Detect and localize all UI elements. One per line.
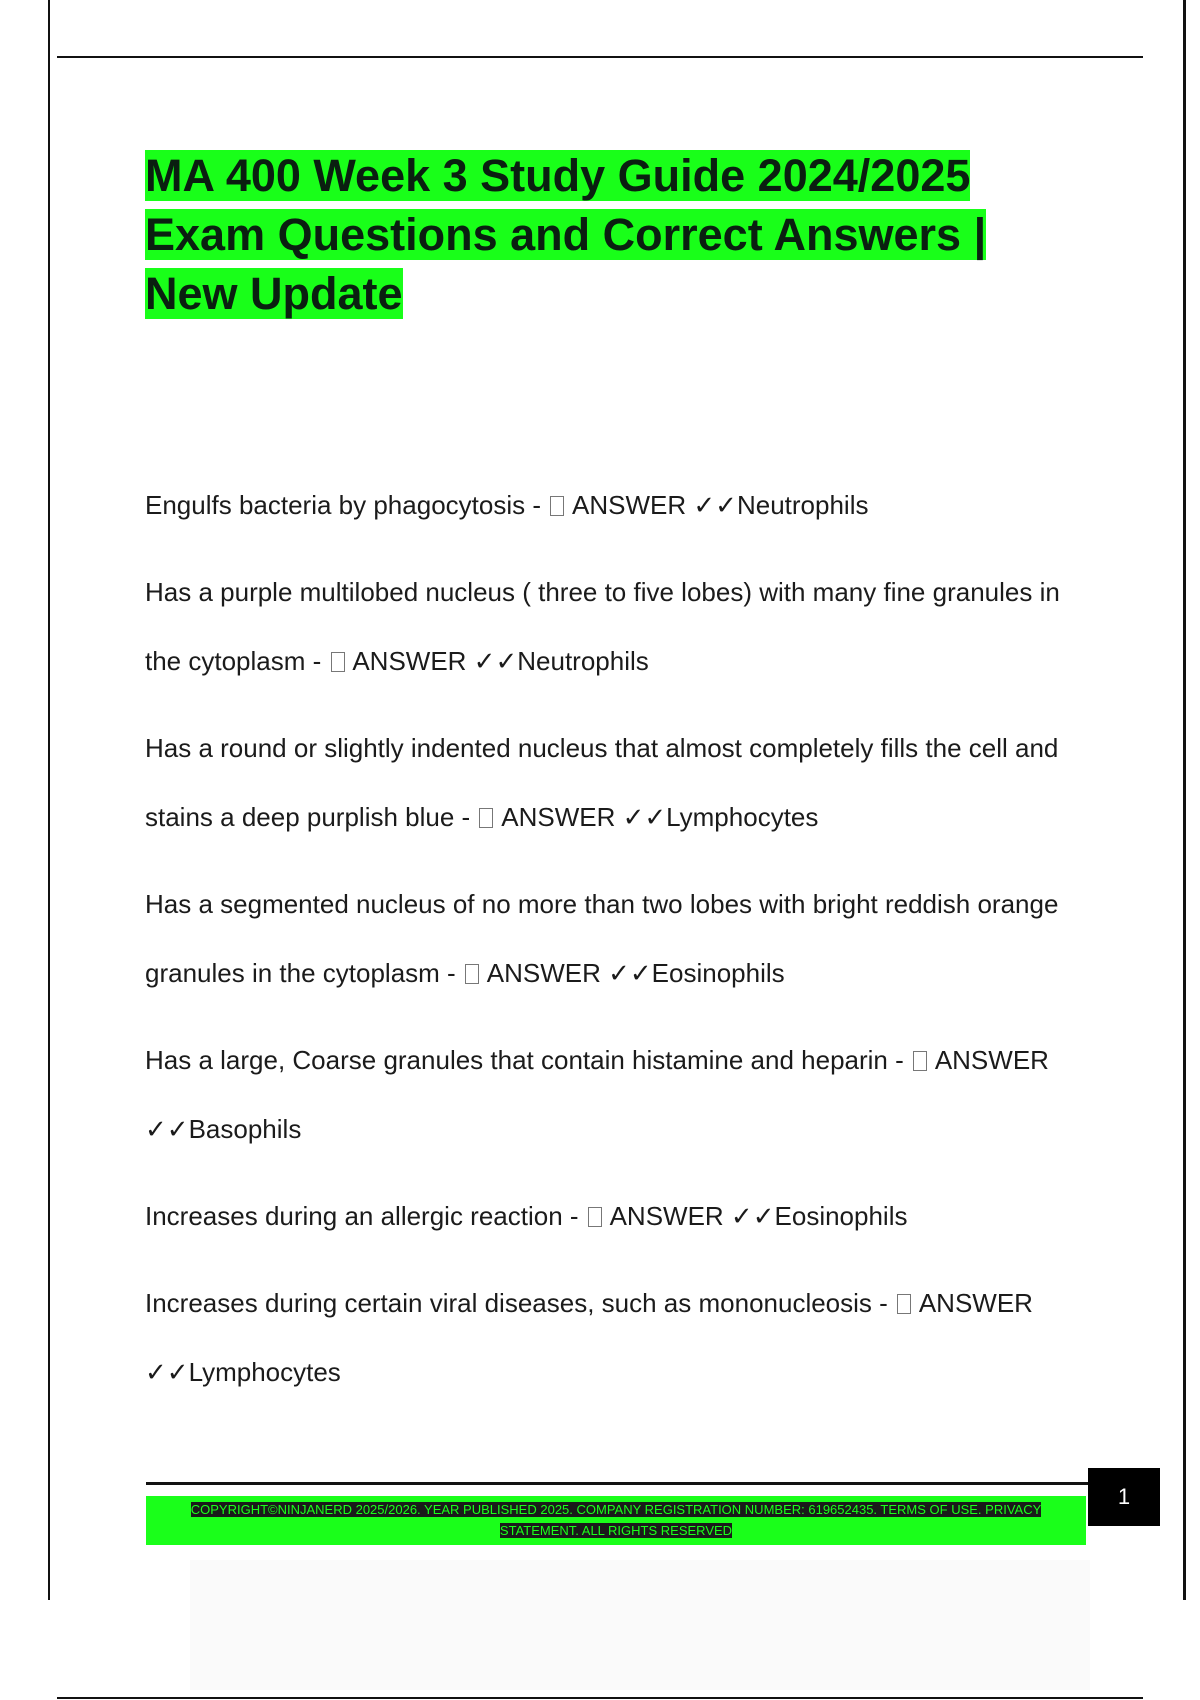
footer-rule [146,1482,1091,1485]
footer-copyright [146,1499,1086,1541]
page-bottom-shade [190,1560,1090,1690]
answer-text: Neutrophils [517,646,649,676]
footer-copyright-line2: STATEMENT. ALL RIGHTS RESERVED [499,1523,733,1538]
answer-prefix: ANSWER ✓✓ [352,646,518,676]
qa-item [145,870,1095,1008]
header-rule [57,56,1143,58]
question-text: Has a segmented nucleus of no more than two lobes with bright reddish orange granules in the cytoplasm - [145,889,1059,988]
answer-prefix: ANSWER ✓✓ [501,802,667,832]
answer-marker-icon [331,652,345,672]
question-text: Has a purple multilobed nucleus ( three to five lobes) with many fine granules in the cytoplasm - [145,577,1060,676]
page-left-border [48,0,50,1600]
answer-text: Neutrophils [736,490,869,520]
answer-marker-icon [465,964,479,984]
question-text: Has a round or slightly indented nucleus that almost completely fills the cell and stains a deep purplish blue - [145,733,1059,832]
page-bottom-rule [57,1697,1143,1699]
qa-item [145,1026,1095,1164]
answer-marker-icon [550,496,564,516]
question-text: Engulfs bacteria by phagocytosis - [145,490,541,520]
page-number: 1 [1088,1468,1160,1526]
footer-copyright-line1: COPYRIGHT©NINJANERD 2025/2026. YEAR PUBLISHED 2025. COMPANY REGISTRATION NUMBER: 619652435. TERMS OF USE. PRIVACY [190,1502,1042,1517]
answer-prefix: ANSWER ✓✓ [486,958,652,988]
answer-text: Basophils [188,1114,302,1144]
answer-marker-icon [479,808,493,828]
page-right-border [1183,0,1186,1600]
qa-item [145,558,1095,696]
qa-item [145,471,1095,540]
document-title [145,146,1075,323]
qa-item [145,1182,1095,1251]
answer-prefix: ANSWER ✓✓ [572,490,737,520]
answer-text: Eosinophils [774,1201,908,1231]
answer-marker-icon [913,1051,927,1071]
qa-item [145,1269,1095,1407]
answer-prefix: ANSWER ✓✓ [609,1201,775,1231]
answer-text: Lymphocytes [666,802,819,832]
answer-text: Lymphocytes [188,1357,341,1387]
qa-item [145,714,1095,852]
question-text: Increases during an allergic reaction - [145,1201,579,1231]
answer-prefix: ANSWER ✓✓ [145,1288,1033,1387]
question-text: Has a large, Coarse granules that contain histamine and heparin - [145,1045,904,1075]
answer-marker-icon [897,1294,911,1314]
question-text: Increases during certain viral diseases, such as mononucleosis - [145,1288,888,1318]
answer-text: Eosinophils [651,958,785,988]
answer-prefix: ANSWER ✓✓ [145,1045,1049,1144]
document-title-text: MA 400 Week 3 Study Guide 2024/2025 Exam Questions and Correct Answers | New Update [145,150,987,319]
question-answer-list [145,471,1095,1425]
answer-marker-icon [588,1207,602,1227]
